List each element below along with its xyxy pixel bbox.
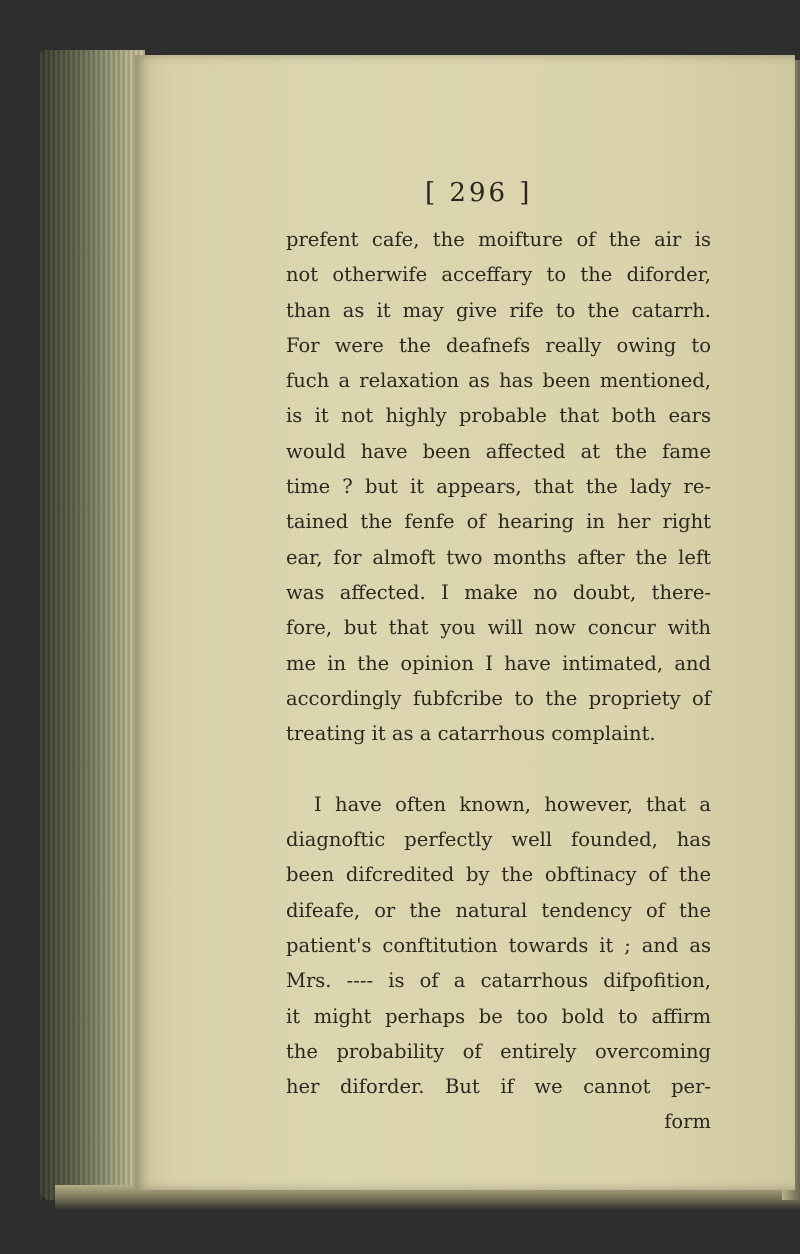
text-line: it might perhaps be too bold to affirm: [286, 1004, 711, 1028]
text-line: the probability of entirely overcoming: [286, 1039, 711, 1063]
text-line: fuch a relaxation as has been mentioned,: [286, 369, 711, 393]
text-line: treating it as a catarrhous complaint.: [286, 722, 656, 746]
text-line: diagnoftic perfectly well founded, has: [286, 828, 711, 852]
text-line: was affected. I make no doubt, there-: [286, 580, 711, 604]
text-line: Mrs. ---- is of a catarrhous difpofition,: [286, 969, 711, 993]
text-line: prefent cafe, the moifture of the air is: [286, 228, 711, 251]
paragraph-1: [286, 222, 711, 751]
catchword: form: [664, 1110, 711, 1134]
text-line: not otherwife acceffary to the diforder,: [286, 263, 711, 287]
text-line: time ? but it appears, that the lady re-: [286, 475, 711, 499]
text-line: fore, but that you will now concur with: [286, 616, 711, 640]
paragraph-gap: [286, 751, 711, 786]
text-line: accordingly fubfcribe to the propriety of: [286, 686, 711, 710]
text-line: been difcredited by the obftinacy of the: [286, 863, 711, 887]
page-text: [286, 222, 711, 1140]
book-fore-edge: [40, 50, 145, 1200]
text-line: her diforder. But if we cannot per-: [286, 1075, 711, 1099]
text-line: difeafe, or the natural tendency of the: [286, 898, 711, 922]
text-line: is it not highly probable that both ears: [286, 404, 711, 428]
page-number: [ 296 ]: [425, 178, 533, 208]
text-line: tained the fenfe of hearing in her right: [286, 510, 711, 534]
text-line: I have often known, however, that a: [314, 792, 711, 816]
text-line: than as it may give rife to the catarrh.: [286, 298, 711, 322]
text-line: would have been affected at the fame: [286, 439, 711, 463]
text-line: me in the opinion I have intimated, and: [286, 651, 711, 675]
text-line: For were the deafnefs really owing to: [286, 333, 711, 357]
paragraph-2: [286, 787, 711, 1105]
text-line: ear, for almoft two months after the left: [286, 545, 711, 569]
text-line: patient's conftitution towards it ; and as: [286, 933, 711, 957]
